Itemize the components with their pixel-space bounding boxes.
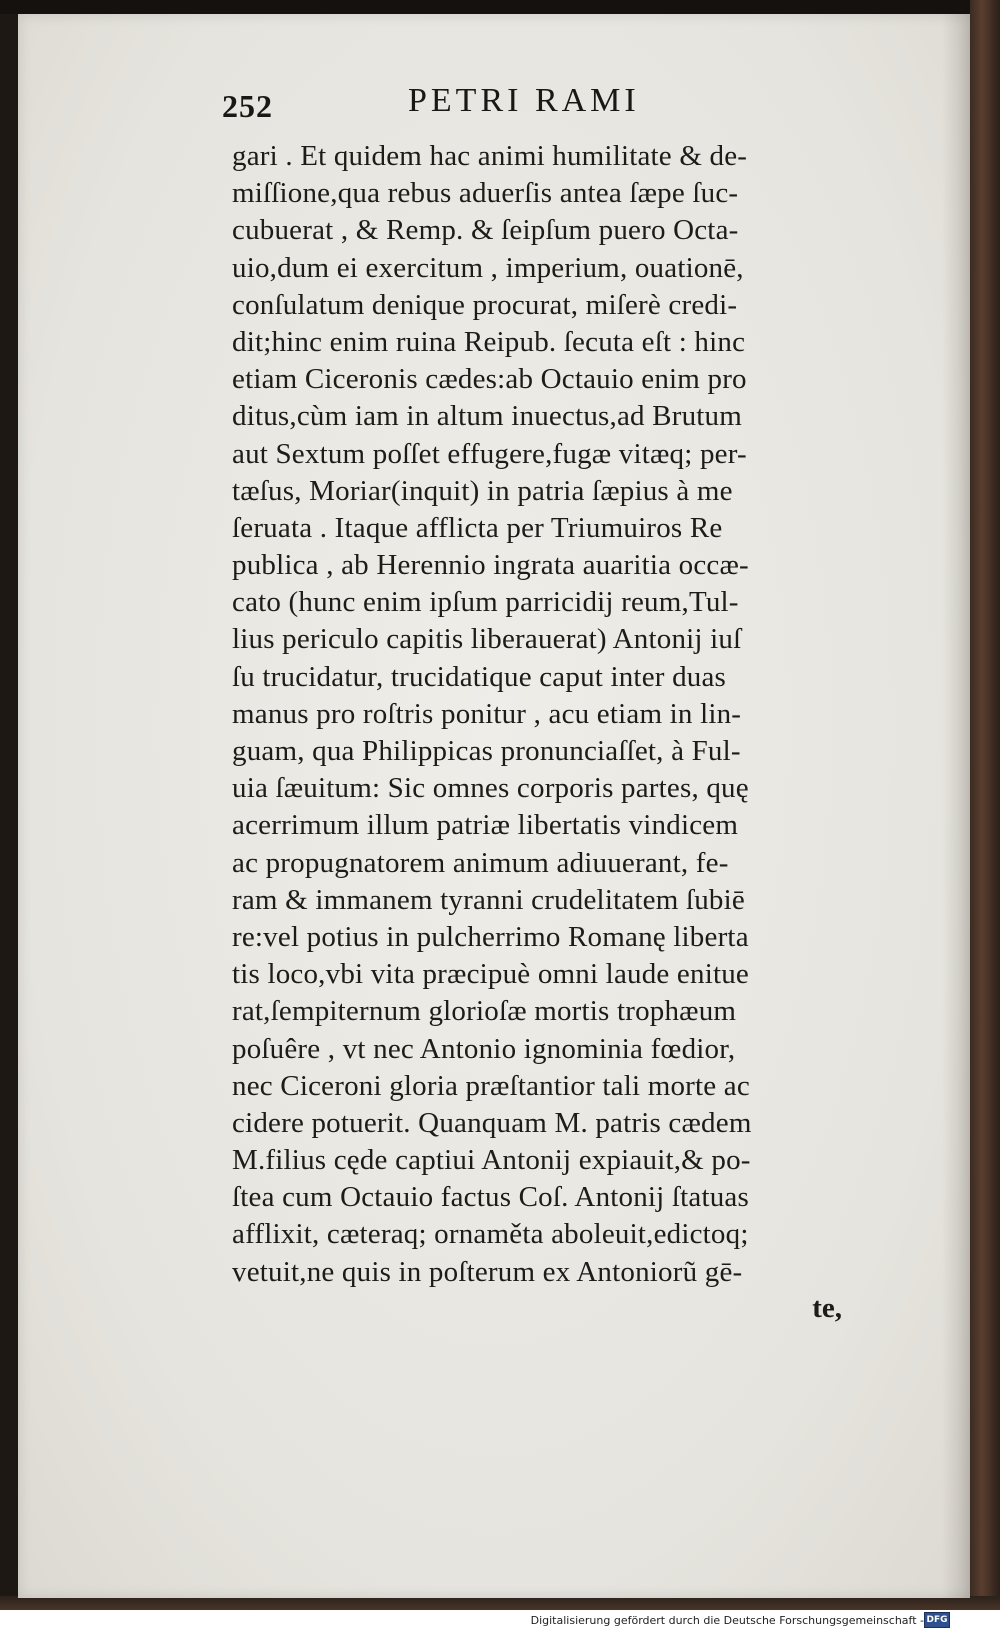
page-number: 252 (222, 88, 273, 124)
text-line: gari . Et quidem hac animi humilitate & de- (232, 140, 748, 172)
page-header (222, 82, 842, 132)
text-line: miſſione,qua rebus aduerſis antea ſæpe ſuc- (232, 177, 739, 210)
text-line: dit;hinc enim ruina Reipub. ſecuta eſt : hinc (232, 325, 746, 358)
text-line: re:vel potius in pulcherrimo Romanę liberta (232, 920, 749, 953)
text-line: acerrimum illum patriæ libertatis vindicem (232, 809, 739, 842)
text-line: lius periculo capitis liberauerat) Antonij iuſ (232, 623, 742, 656)
text-line: cubuerat , & Remp. & ſeipſum puero Octa- (232, 214, 739, 247)
scan-top-edge (0, 0, 1000, 14)
text-line: publica , ab Herennio ingrata auaritia occæ- (232, 549, 749, 582)
digitization-credit: Digitalisierung gefördert durch die Deutsche Forschungsgemeinschaft - (530, 1614, 924, 1627)
text-line: M.filius cęde captiui Antonij expiauit,& po- (232, 1144, 751, 1177)
text-line: cato (hunc enim ipſum parricidij reum,Tul- (232, 586, 739, 619)
text-line: tis loco,vbi vita præcipuè omni laude enitue (232, 958, 749, 991)
text-line: ditus,cùm iam in altum inuectus,ad Brutum (232, 400, 742, 433)
text-line: etiam Ciceronis cædes:ab Octauio enim pro (232, 363, 747, 396)
text-line: ram & immanem tyranni crudelitatem ſubiē (232, 883, 745, 916)
running-title: PETRI RAMI (408, 82, 640, 119)
catchword: te, (812, 1292, 842, 1324)
text-line: poſuêre , vt nec Antonio ignominia fœdior, (232, 1032, 736, 1065)
page-shadow (942, 14, 970, 1598)
text-line: ac propugnatorem animum adiuuerant, fe- (232, 846, 729, 879)
book-fore-edge (970, 0, 1000, 1610)
text-line: tæſus, Moriar(inquit) in patria ſæpius à me (232, 474, 733, 507)
text-line: ſeruata . Itaque afflicta per Triumuiros Re (232, 511, 723, 544)
text-line: manus pro roſtris ponitur , acu etiam in lin- (232, 697, 742, 730)
text-line: cidere potuerit. Quanquam M. patris cædem (232, 1106, 752, 1139)
text-line: ſtea cum Octauio factus Coſ. Antonij ſtatuas (232, 1181, 749, 1214)
body-text (232, 138, 852, 1291)
text-line: afflixit, cæteraq; ornaměta aboleuit,edictoq; (232, 1218, 749, 1251)
text-line: aut Sextum poſſet effugere,fugæ vitæq; per- (232, 437, 747, 470)
scan-bottom-edge (0, 1596, 1000, 1610)
text-line: uia ſæuitum: Sic omnes corporis partes, quę (232, 772, 749, 805)
dfg-logo-icon: DFG (924, 1612, 950, 1628)
text-line: nec Ciceroni gloria præſtantior tali morte ac (232, 1069, 750, 1102)
text-line: conſulatum denique procurat, miſerè credi- (232, 288, 738, 321)
text-line: vetuit,ne quis in poſterum ex Antoniorũ gē- (232, 1255, 743, 1288)
text-line: ſu trucidatur, trucidatique caput inter duas (232, 660, 727, 693)
text-line: rat,ſempiternum glorioſæ mortis trophæum (232, 995, 737, 1028)
text-line: guam, qua Philippicas pronunciaſſet, à Ful- (232, 735, 741, 767)
text-line: uio,dum ei exercitum , imperium, ouationē, (232, 251, 744, 284)
